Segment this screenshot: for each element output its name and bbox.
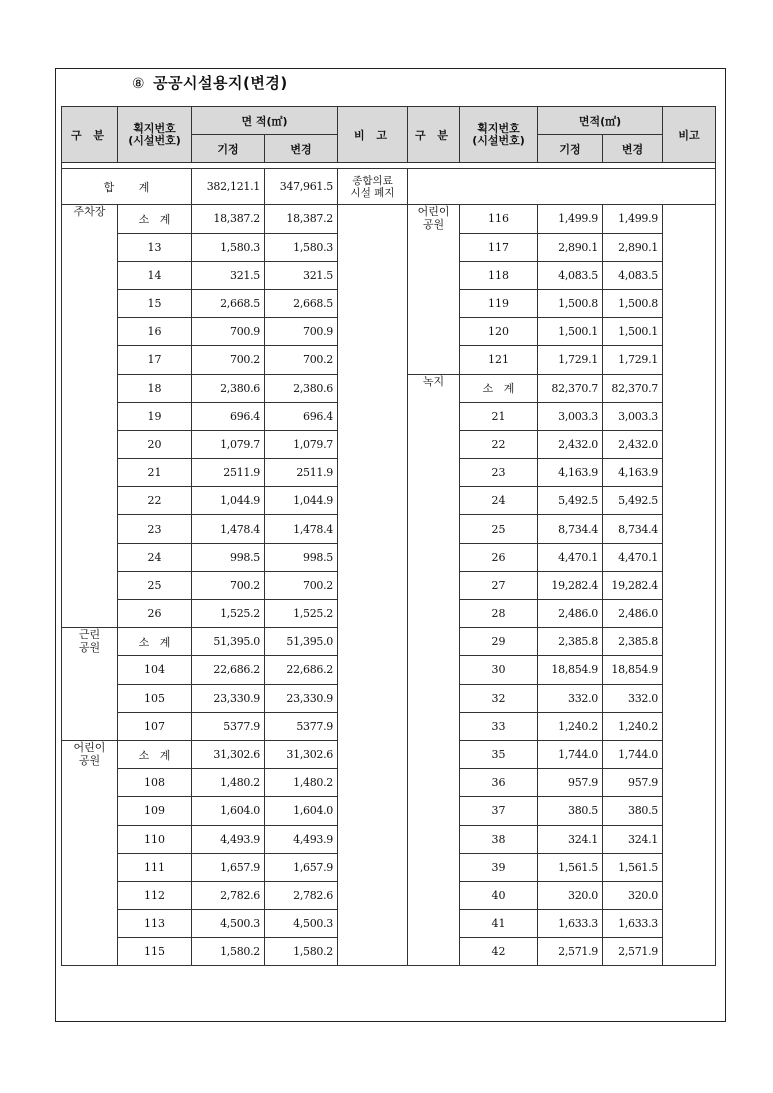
lot-no-left: 13 bbox=[118, 233, 192, 261]
lot-no-right: 120 bbox=[460, 318, 538, 346]
existing-right: 18,854.9 bbox=[538, 656, 603, 684]
lot-no-left: 107 bbox=[118, 712, 192, 740]
lot-no-left: 110 bbox=[118, 825, 192, 853]
existing-left: 1,580.3 bbox=[192, 233, 265, 261]
changed-right: 957.9 bbox=[603, 769, 663, 797]
changed-left: 18,387.2 bbox=[265, 205, 338, 233]
lot-no-right: 24 bbox=[460, 487, 538, 515]
lot-no-right: 36 bbox=[460, 769, 538, 797]
lot-no-right: 35 bbox=[460, 740, 538, 768]
existing-right: 1,561.5 bbox=[538, 853, 603, 881]
header-category-right: 구 분 bbox=[408, 107, 460, 163]
header-lot-no-left bbox=[118, 107, 192, 163]
lot-no-right: 37 bbox=[460, 797, 538, 825]
existing-left: 2,668.5 bbox=[192, 289, 265, 317]
lot-no-left: 22 bbox=[118, 487, 192, 515]
group-right-green bbox=[408, 374, 460, 966]
existing-right: 380.5 bbox=[538, 797, 603, 825]
changed-right: 320.0 bbox=[603, 881, 663, 909]
existing-right: 2,432.0 bbox=[538, 430, 603, 458]
lot-no-right: 26 bbox=[460, 543, 538, 571]
lot-no-right: 21 bbox=[460, 402, 538, 430]
changed-right: 2,571.9 bbox=[603, 938, 663, 966]
changed-right: 2,432.0 bbox=[603, 430, 663, 458]
lot-no-right: 25 bbox=[460, 515, 538, 543]
existing-right: 2,486.0 bbox=[538, 600, 603, 628]
changed-right: 1,729.1 bbox=[603, 346, 663, 374]
changed-left: 1,580.2 bbox=[265, 938, 338, 966]
existing-right: 2,890.1 bbox=[538, 233, 603, 261]
existing-left: 321.5 bbox=[192, 261, 265, 289]
changed-left: 700.9 bbox=[265, 318, 338, 346]
lot-no-left: 15 bbox=[118, 289, 192, 317]
changed-left: 23,330.9 bbox=[265, 684, 338, 712]
changed-right: 380.5 bbox=[603, 797, 663, 825]
existing-left: 1,480.2 bbox=[192, 769, 265, 797]
total-label: 합 계 bbox=[62, 169, 192, 205]
lot-no-right: 22 bbox=[460, 430, 538, 458]
group-right-label: 어린이 공원 bbox=[417, 205, 450, 232]
changed-left: 1,580.3 bbox=[265, 233, 338, 261]
changed-left: 700.2 bbox=[265, 346, 338, 374]
changed-right: 324.1 bbox=[603, 825, 663, 853]
changed-left: 2511.9 bbox=[265, 459, 338, 487]
lot-no-left: 26 bbox=[118, 600, 192, 628]
lot-no-right: 33 bbox=[460, 712, 538, 740]
existing-left: 696.4 bbox=[192, 402, 265, 430]
existing-left: 2511.9 bbox=[192, 459, 265, 487]
lot-no-left: 108 bbox=[118, 769, 192, 797]
lot-no-left: 111 bbox=[118, 853, 192, 881]
changed-right: 82,370.7 bbox=[603, 374, 663, 402]
changed-right: 8,734.4 bbox=[603, 515, 663, 543]
changed-right: 1,561.5 bbox=[603, 853, 663, 881]
changed-left: 2,668.5 bbox=[265, 289, 338, 317]
total-row bbox=[62, 169, 716, 205]
existing-right: 1,500.8 bbox=[538, 289, 603, 317]
lot-no-left: 23 bbox=[118, 515, 192, 543]
changed-left: 1,604.0 bbox=[265, 797, 338, 825]
lot-no-left: 19 bbox=[118, 402, 192, 430]
changed-left: 321.5 bbox=[265, 261, 338, 289]
lot-no-right: 38 bbox=[460, 825, 538, 853]
changed-right: 1,633.3 bbox=[603, 910, 663, 938]
existing-right: 2,385.8 bbox=[538, 628, 603, 656]
existing-right: 332.0 bbox=[538, 684, 603, 712]
lot-no-left: 소 계 bbox=[118, 628, 192, 656]
existing-left: 2,380.6 bbox=[192, 374, 265, 402]
changed-left: 696.4 bbox=[265, 402, 338, 430]
changed-left: 4,493.9 bbox=[265, 825, 338, 853]
changed-left: 998.5 bbox=[265, 543, 338, 571]
lot-no-left: 109 bbox=[118, 797, 192, 825]
changed-right: 1,499.9 bbox=[603, 205, 663, 233]
lot-no-left: 24 bbox=[118, 543, 192, 571]
existing-left: 1,657.9 bbox=[192, 853, 265, 881]
existing-left: 1,044.9 bbox=[192, 487, 265, 515]
changed-left: 1,478.4 bbox=[265, 515, 338, 543]
existing-right: 324.1 bbox=[538, 825, 603, 853]
changed-left: 22,686.2 bbox=[265, 656, 338, 684]
changed-left: 1,657.9 bbox=[265, 853, 338, 881]
changed-right: 1,500.1 bbox=[603, 318, 663, 346]
header-lot-no-right-text: 획지번호 (시설번호) bbox=[472, 121, 525, 147]
existing-right: 1,729.1 bbox=[538, 346, 603, 374]
existing-right: 957.9 bbox=[538, 769, 603, 797]
lot-no-right: 32 bbox=[460, 684, 538, 712]
lot-no-right: 118 bbox=[460, 261, 538, 289]
lot-no-right: 121 bbox=[460, 346, 538, 374]
changed-right: 5,492.5 bbox=[603, 487, 663, 515]
group-left-parking bbox=[62, 205, 118, 628]
existing-left: 1,079.7 bbox=[192, 430, 265, 458]
lot-no-right: 117 bbox=[460, 233, 538, 261]
changed-right: 2,890.1 bbox=[603, 233, 663, 261]
changed-left: 2,380.6 bbox=[265, 374, 338, 402]
changed-left: 5377.9 bbox=[265, 712, 338, 740]
existing-left: 700.2 bbox=[192, 346, 265, 374]
changed-right: 18,854.9 bbox=[603, 656, 663, 684]
lot-no-left: 소 계 bbox=[118, 205, 192, 233]
existing-right: 1,744.0 bbox=[538, 740, 603, 768]
existing-right: 320.0 bbox=[538, 881, 603, 909]
total-note-text: 종합의료 시설 폐지 bbox=[350, 174, 395, 199]
total-empty bbox=[408, 169, 716, 205]
existing-right: 1,240.2 bbox=[538, 712, 603, 740]
header-area-right: 면적(㎡) bbox=[538, 107, 663, 135]
lot-no-right: 42 bbox=[460, 938, 538, 966]
header-existing-right: 기정 bbox=[538, 135, 603, 163]
header-changed-left: 변경 bbox=[265, 135, 338, 163]
header-lot-no-right bbox=[460, 107, 538, 163]
group-right-label: 녹지 bbox=[422, 374, 445, 388]
header-changed-right: 변경 bbox=[603, 135, 663, 163]
changed-right: 2,385.8 bbox=[603, 628, 663, 656]
header-lot-no-left-text: 획지번호 (시설번호) bbox=[128, 121, 181, 147]
lot-no-right: 119 bbox=[460, 289, 538, 317]
total-changed: 347,961.5 bbox=[265, 169, 338, 205]
lot-no-left: 17 bbox=[118, 346, 192, 374]
changed-right: 19,282.4 bbox=[603, 571, 663, 599]
existing-left: 700.2 bbox=[192, 571, 265, 599]
lot-no-right: 39 bbox=[460, 853, 538, 881]
lot-no-left: 20 bbox=[118, 430, 192, 458]
existing-left: 4,493.9 bbox=[192, 825, 265, 853]
table-row bbox=[62, 205, 716, 233]
group-left-label: 근린 공원 bbox=[78, 628, 101, 655]
lot-no-right: 28 bbox=[460, 600, 538, 628]
changed-right: 1,500.8 bbox=[603, 289, 663, 317]
changed-left: 1,079.7 bbox=[265, 430, 338, 458]
lot-no-right: 116 bbox=[460, 205, 538, 233]
lot-no-right: 30 bbox=[460, 656, 538, 684]
changed-right: 1,240.2 bbox=[603, 712, 663, 740]
existing-right: 4,163.9 bbox=[538, 459, 603, 487]
changed-right: 4,083.5 bbox=[603, 261, 663, 289]
page-title bbox=[132, 72, 288, 93]
existing-left: 1,580.2 bbox=[192, 938, 265, 966]
existing-right: 1,500.1 bbox=[538, 318, 603, 346]
existing-right: 8,734.4 bbox=[538, 515, 603, 543]
group-left-label: 주차장 bbox=[73, 205, 106, 219]
lot-no-left: 105 bbox=[118, 684, 192, 712]
existing-right: 82,370.7 bbox=[538, 374, 603, 402]
existing-left: 23,330.9 bbox=[192, 684, 265, 712]
total-existing: 382,121.1 bbox=[192, 169, 265, 205]
public-facility-table bbox=[61, 106, 716, 966]
existing-left: 700.9 bbox=[192, 318, 265, 346]
changed-left: 2,782.6 bbox=[265, 881, 338, 909]
changed-left: 4,500.3 bbox=[265, 910, 338, 938]
existing-left: 51,395.0 bbox=[192, 628, 265, 656]
lot-no-left: 21 bbox=[118, 459, 192, 487]
existing-right: 19,282.4 bbox=[538, 571, 603, 599]
changed-left: 1,044.9 bbox=[265, 487, 338, 515]
header-area-left: 면 적(㎡) bbox=[192, 107, 338, 135]
group-left-playground bbox=[62, 740, 118, 966]
lot-no-right: 41 bbox=[460, 910, 538, 938]
group-left-park_near bbox=[62, 628, 118, 741]
remarks-left-cell bbox=[338, 205, 408, 966]
lot-no-right: 29 bbox=[460, 628, 538, 656]
lot-no-left: 16 bbox=[118, 318, 192, 346]
lot-no-left: 소 계 bbox=[118, 740, 192, 768]
existing-right: 4,470.1 bbox=[538, 543, 603, 571]
existing-right: 1,499.9 bbox=[538, 205, 603, 233]
header-remarks-right: 비고 bbox=[663, 107, 716, 163]
changed-left: 1,480.2 bbox=[265, 769, 338, 797]
total-note bbox=[338, 169, 408, 205]
changed-right: 2,486.0 bbox=[603, 600, 663, 628]
title-text: 공공시설용지(변경) bbox=[153, 74, 288, 92]
changed-left: 700.2 bbox=[265, 571, 338, 599]
lot-no-left: 112 bbox=[118, 881, 192, 909]
header-remarks-left: 비 고 bbox=[338, 107, 408, 163]
lot-no-left: 104 bbox=[118, 656, 192, 684]
group-left-label: 어린이 공원 bbox=[73, 740, 106, 767]
changed-right: 4,163.9 bbox=[603, 459, 663, 487]
lot-no-left: 25 bbox=[118, 571, 192, 599]
existing-left: 5377.9 bbox=[192, 712, 265, 740]
existing-left: 1,525.2 bbox=[192, 600, 265, 628]
changed-left: 31,302.6 bbox=[265, 740, 338, 768]
lot-no-left: 14 bbox=[118, 261, 192, 289]
lot-no-left: 115 bbox=[118, 938, 192, 966]
header-existing-left: 기정 bbox=[192, 135, 265, 163]
existing-left: 18,387.2 bbox=[192, 205, 265, 233]
existing-right: 5,492.5 bbox=[538, 487, 603, 515]
lot-no-left: 113 bbox=[118, 910, 192, 938]
lot-no-right: 27 bbox=[460, 571, 538, 599]
existing-left: 31,302.6 bbox=[192, 740, 265, 768]
existing-right: 2,571.9 bbox=[538, 938, 603, 966]
existing-right: 4,083.5 bbox=[538, 261, 603, 289]
existing-left: 22,686.2 bbox=[192, 656, 265, 684]
lot-no-right: 소 계 bbox=[460, 374, 538, 402]
lot-no-left: 18 bbox=[118, 374, 192, 402]
lot-no-right: 40 bbox=[460, 881, 538, 909]
changed-left: 1,525.2 bbox=[265, 600, 338, 628]
changed-right: 4,470.1 bbox=[603, 543, 663, 571]
changed-right: 3,003.3 bbox=[603, 402, 663, 430]
existing-right: 1,633.3 bbox=[538, 910, 603, 938]
remarks-right-cell bbox=[663, 205, 716, 966]
existing-left: 4,500.3 bbox=[192, 910, 265, 938]
existing-right: 3,003.3 bbox=[538, 402, 603, 430]
title-marker: ⑧ bbox=[132, 76, 146, 92]
header-category-left: 구 분 bbox=[62, 107, 118, 163]
changed-right: 1,744.0 bbox=[603, 740, 663, 768]
lot-no-right: 23 bbox=[460, 459, 538, 487]
changed-right: 332.0 bbox=[603, 684, 663, 712]
existing-left: 998.5 bbox=[192, 543, 265, 571]
group-right-playground bbox=[408, 205, 460, 374]
existing-left: 1,604.0 bbox=[192, 797, 265, 825]
changed-left: 51,395.0 bbox=[265, 628, 338, 656]
existing-left: 2,782.6 bbox=[192, 881, 265, 909]
existing-left: 1,478.4 bbox=[192, 515, 265, 543]
